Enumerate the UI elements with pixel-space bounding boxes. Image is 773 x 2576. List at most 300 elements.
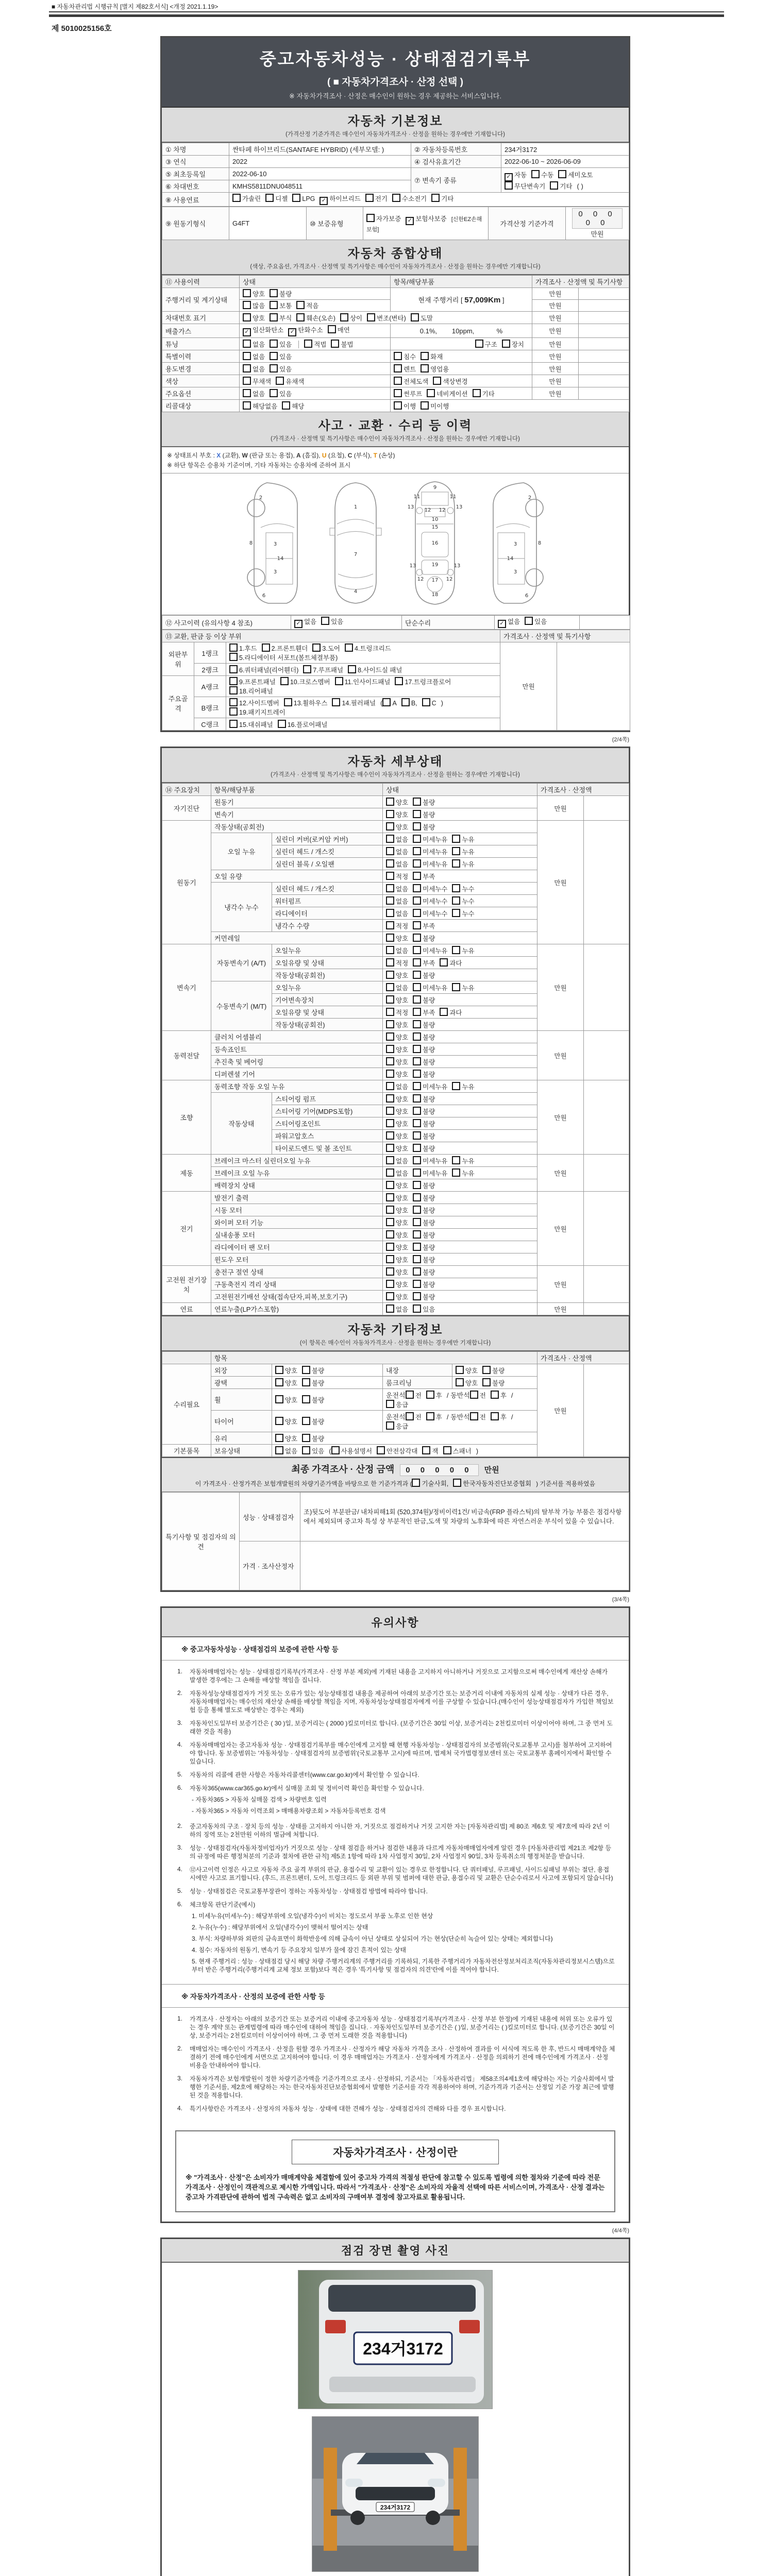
checkbox-label: 없음 <box>304 618 317 625</box>
checkbox[interactable] <box>377 1446 385 1454</box>
checkbox[interactable] <box>413 1057 421 1065</box>
checkbox-label: 5.라디에이터 서포트(볼트체결부품) <box>239 654 338 662</box>
checkbox[interactable] <box>243 389 251 397</box>
checkbox[interactable] <box>229 686 238 694</box>
checkbox[interactable] <box>422 1446 430 1454</box>
checkbox[interactable] <box>386 884 394 892</box>
checkbox[interactable] <box>386 1107 394 1115</box>
checkbox[interactable] <box>440 1008 448 1016</box>
checkbox[interactable] <box>265 194 274 202</box>
checkbox[interactable] <box>275 1417 283 1425</box>
checkbox[interactable] <box>382 698 391 706</box>
checkbox[interactable] <box>395 677 403 685</box>
checkbox-label: 미세누유 <box>423 1157 448 1165</box>
checkbox[interactable] <box>413 995 421 1004</box>
checkbox-label: 도말 <box>420 314 433 322</box>
checkbox-label: 양호 <box>285 1396 298 1404</box>
checkbox[interactable] <box>386 1070 394 1078</box>
checkbox[interactable] <box>456 1366 464 1374</box>
checkbox[interactable] <box>413 884 421 892</box>
checkbox[interactable] <box>433 377 441 385</box>
checkbox[interactable] <box>303 665 311 673</box>
text-token: ( ) <box>577 182 583 190</box>
checkbox[interactable] <box>386 1400 394 1408</box>
device-group-label: 동력전달 <box>162 1031 211 1080</box>
checkbox[interactable] <box>270 301 278 309</box>
checkbox[interactable] <box>413 859 421 868</box>
checkbox[interactable] <box>270 313 278 321</box>
checkbox[interactable] <box>386 859 394 868</box>
checkbox[interactable] <box>386 971 394 979</box>
checkbox[interactable] <box>411 313 419 321</box>
checkbox-option <box>386 921 408 930</box>
checkbox[interactable] <box>394 389 402 397</box>
checkbox[interactable] <box>413 1070 421 1078</box>
checkbox-label: 불량 <box>423 1108 435 1115</box>
checkbox[interactable] <box>284 698 292 706</box>
checkbox[interactable] <box>452 909 460 917</box>
checkbox[interactable] <box>413 1131 421 1140</box>
checkbox[interactable] <box>440 958 448 967</box>
checkbox[interactable] <box>243 301 251 309</box>
checkbox[interactable] <box>302 1434 310 1442</box>
checkbox[interactable] <box>558 170 566 178</box>
checkbox[interactable] <box>386 1032 394 1041</box>
checkbox[interactable] <box>401 698 410 706</box>
checkbox[interactable] <box>386 1206 394 1214</box>
checkbox[interactable] <box>550 181 558 190</box>
checkbox[interactable] <box>413 835 421 843</box>
checkbox[interactable] <box>386 983 394 991</box>
checkbox[interactable] <box>498 620 506 628</box>
detail-header-item: 항목/해당부품 <box>211 784 383 796</box>
checkbox[interactable] <box>243 289 251 297</box>
checkbox-label: 양호 <box>396 1145 409 1153</box>
checkbox[interactable] <box>406 1391 414 1399</box>
checkbox[interactable] <box>275 1366 283 1374</box>
legend-note: ※ 하단 항목은 승용차 기준이며, 기타 자동차는 승용차에 준하여 표시 <box>167 462 351 469</box>
checkbox[interactable] <box>275 1395 283 1403</box>
notice-item <box>177 1844 615 1860</box>
checkbox-option <box>386 822 408 832</box>
checkbox[interactable] <box>386 1094 394 1103</box>
checkbox[interactable] <box>413 1045 421 1053</box>
checkbox[interactable] <box>413 896 421 905</box>
checkbox[interactable] <box>304 340 312 348</box>
checkbox[interactable] <box>386 1267 394 1276</box>
checkbox[interactable] <box>394 364 402 372</box>
checkbox-option <box>302 1434 324 1443</box>
checkbox[interactable] <box>229 677 238 685</box>
other-price-cell: 만원 <box>537 1364 584 1457</box>
checkbox[interactable] <box>270 364 278 372</box>
checkbox[interactable] <box>386 1144 394 1152</box>
checkbox[interactable] <box>413 1304 421 1313</box>
checkbox[interactable] <box>394 377 402 385</box>
checkbox[interactable] <box>275 1434 283 1442</box>
checkbox-option <box>413 1304 435 1314</box>
item-state <box>383 920 537 932</box>
checkbox[interactable] <box>491 1412 499 1420</box>
text-token: / <box>511 1413 513 1421</box>
checkbox[interactable] <box>335 677 343 685</box>
checkbox[interactable] <box>270 352 278 360</box>
checkbox[interactable] <box>452 1082 460 1090</box>
checkbox[interactable] <box>452 1168 460 1177</box>
checkbox[interactable] <box>452 835 460 843</box>
checkbox[interactable] <box>413 1082 421 1090</box>
checkbox[interactable] <box>406 217 414 225</box>
checkbox[interactable] <box>453 1479 461 1487</box>
checkbox-label: 양호 <box>396 1231 409 1239</box>
checkbox-option <box>386 1181 408 1190</box>
checkbox-label: 양호 <box>396 996 409 1004</box>
checkbox[interactable] <box>275 1446 283 1454</box>
checkbox[interactable] <box>413 810 421 818</box>
checkbox[interactable] <box>229 653 238 661</box>
checkbox[interactable] <box>452 1156 460 1164</box>
checkbox[interactable] <box>386 835 394 843</box>
checkbox-option <box>302 1366 324 1375</box>
checkbox[interactable] <box>328 325 336 333</box>
checkbox[interactable] <box>413 934 421 942</box>
checkbox[interactable] <box>413 1107 421 1115</box>
checkbox[interactable] <box>426 1412 434 1420</box>
checkbox[interactable] <box>452 983 460 991</box>
item-state <box>383 1130 537 1142</box>
checkbox[interactable] <box>421 401 429 410</box>
checkbox[interactable] <box>470 1412 478 1420</box>
checkbox[interactable] <box>321 617 329 625</box>
checkbox-label: 이행 <box>404 402 416 410</box>
checkbox-label: 없음 <box>396 897 409 905</box>
checkbox[interactable] <box>413 1156 421 1164</box>
checkbox[interactable] <box>386 1156 394 1164</box>
checkbox[interactable] <box>386 909 394 917</box>
panel-number: 15 <box>431 524 439 530</box>
checkbox[interactable] <box>452 896 460 905</box>
checkbox-option <box>491 1412 507 1421</box>
checkbox[interactable] <box>302 1395 310 1403</box>
checkbox[interactable] <box>386 1255 394 1263</box>
checkbox[interactable] <box>278 720 286 728</box>
checkbox[interactable] <box>243 313 251 321</box>
checkbox[interactable] <box>386 798 394 806</box>
remark-cell <box>579 375 629 387</box>
checkbox[interactable] <box>270 340 278 348</box>
checkbox[interactable] <box>386 934 394 942</box>
checkbox[interactable] <box>229 707 238 716</box>
remark-cell <box>579 350 629 363</box>
checkbox[interactable] <box>413 1230 421 1239</box>
checkbox[interactable] <box>386 1193 394 1201</box>
checkbox[interactable] <box>232 194 241 202</box>
checkbox[interactable] <box>386 1057 394 1065</box>
rank1-items <box>226 642 500 664</box>
checkbox[interactable] <box>413 1292 421 1300</box>
checkbox-label: A <box>392 700 397 707</box>
checkbox[interactable] <box>386 1230 394 1239</box>
checkbox[interactable] <box>413 1280 421 1288</box>
page-marker-4: (4/4쪽) <box>612 2228 629 2234</box>
checkbox[interactable] <box>413 1168 421 1177</box>
sub-group-label: 자동변속기 (A/T) <box>211 944 272 981</box>
tuning-state <box>240 338 391 350</box>
checkbox[interactable] <box>296 301 305 309</box>
checkbox-option <box>386 1107 408 1116</box>
checkbox[interactable] <box>270 289 278 297</box>
checkbox-option <box>421 352 443 361</box>
checkbox[interactable] <box>443 1446 451 1454</box>
car-diagram-top <box>325 479 386 607</box>
checkbox-label: 양호 <box>396 1120 409 1128</box>
checkbox[interactable] <box>367 313 375 321</box>
checkbox[interactable] <box>413 1119 421 1127</box>
checkbox[interactable] <box>475 340 483 348</box>
checkbox[interactable] <box>413 1267 421 1276</box>
item-state <box>383 1192 537 1204</box>
item-label: 브레이크 오일 누유 <box>211 1167 383 1179</box>
checkbox[interactable] <box>262 643 270 652</box>
panel-number: 1 <box>354 504 358 510</box>
checkbox[interactable] <box>427 389 435 397</box>
checkbox[interactable] <box>386 896 394 905</box>
checkbox[interactable] <box>531 170 540 178</box>
checkbox[interactable] <box>243 340 251 348</box>
checkbox[interactable] <box>331 340 339 348</box>
checkbox[interactable] <box>243 377 251 385</box>
checkbox[interactable] <box>386 1421 394 1430</box>
checkbox[interactable] <box>413 872 421 880</box>
checkbox-label: 없음 <box>396 947 409 955</box>
checkbox[interactable] <box>413 983 421 991</box>
checkbox[interactable] <box>292 194 300 202</box>
checkbox[interactable] <box>470 1391 478 1399</box>
checkbox[interactable] <box>413 847 421 855</box>
checkbox[interactable] <box>302 1378 310 1386</box>
checkbox[interactable] <box>386 1292 394 1300</box>
checkbox-label: 사용설명서 <box>341 1447 373 1455</box>
item-label: 클러치 어셈블리 <box>211 1031 383 1043</box>
checkbox[interactable] <box>302 1446 310 1454</box>
item-state <box>383 1043 537 1056</box>
checkbox[interactable] <box>302 1366 310 1374</box>
checkbox-option <box>456 1366 478 1375</box>
checkbox[interactable] <box>386 921 394 929</box>
checkbox[interactable] <box>302 1417 310 1425</box>
checkbox-label: 미세누수 <box>423 885 448 893</box>
reg-no-label: ② 자동차등록번호 <box>411 143 501 156</box>
checkbox-label: 불량 <box>423 811 435 819</box>
checkbox-label: 무채색 <box>253 378 272 385</box>
checkbox[interactable] <box>413 822 421 831</box>
checkbox[interactable] <box>505 181 513 190</box>
checkbox[interactable] <box>421 352 429 360</box>
checkbox[interactable] <box>386 1008 394 1016</box>
checkbox[interactable] <box>413 1193 421 1201</box>
checkbox[interactable] <box>421 364 429 372</box>
panel-number: 8 <box>249 540 253 546</box>
checkbox-option <box>452 1156 474 1165</box>
tire-positions <box>383 1411 537 1432</box>
checkbox[interactable] <box>413 1094 421 1103</box>
checkbox[interactable] <box>386 847 394 855</box>
checkbox[interactable] <box>386 822 394 831</box>
checkbox[interactable] <box>413 1008 421 1016</box>
checkbox[interactable] <box>296 313 305 321</box>
checkbox-option <box>386 1131 408 1141</box>
checkbox-option <box>229 707 285 717</box>
checkbox[interactable] <box>386 1168 394 1177</box>
panel-number: 3 <box>513 569 517 575</box>
checkbox[interactable] <box>394 352 402 360</box>
checkbox-option <box>386 934 408 943</box>
detail-row <box>162 821 629 833</box>
checkbox[interactable] <box>294 620 303 628</box>
checkbox[interactable] <box>452 884 460 892</box>
checkbox-option <box>386 1280 408 1289</box>
checkbox[interactable] <box>243 328 251 336</box>
checkbox[interactable] <box>473 389 481 397</box>
checkbox[interactable] <box>386 1280 394 1288</box>
checkbox-label: 양호 <box>396 1207 409 1214</box>
checkbox[interactable] <box>270 389 278 397</box>
checkbox[interactable] <box>320 197 328 205</box>
checkbox[interactable] <box>386 1045 394 1053</box>
checkbox[interactable] <box>482 1366 491 1374</box>
checkbox[interactable] <box>502 340 510 348</box>
checkbox[interactable] <box>413 1144 421 1152</box>
checkbox-label: 16.플로어패널 <box>287 721 328 728</box>
checkbox[interactable] <box>394 401 402 410</box>
checkbox-option <box>413 1020 435 1029</box>
checkbox[interactable] <box>282 401 290 410</box>
checkbox[interactable] <box>275 1378 283 1386</box>
checkbox[interactable] <box>413 1255 421 1263</box>
checkbox[interactable] <box>386 810 394 818</box>
checkbox[interactable] <box>229 698 238 706</box>
item-state <box>383 870 537 883</box>
checkbox[interactable] <box>452 946 460 954</box>
checkbox[interactable] <box>229 665 238 673</box>
checkbox-label: 보험사보증 <box>415 215 447 223</box>
checkbox[interactable] <box>392 194 400 202</box>
checkbox[interactable] <box>386 958 394 967</box>
text-token: U <box>322 452 327 459</box>
checkbox[interactable] <box>366 214 375 222</box>
checkbox[interactable] <box>386 946 394 954</box>
checkbox[interactable] <box>413 1218 421 1226</box>
checkbox[interactable] <box>431 194 440 202</box>
checkbox[interactable] <box>386 1218 394 1226</box>
checkbox[interactable] <box>243 352 251 360</box>
checkbox[interactable] <box>413 958 421 967</box>
item-state <box>383 969 537 981</box>
checkbox-label: 미세누유 <box>423 1170 448 1177</box>
checkbox[interactable] <box>406 1412 414 1420</box>
item-label: 오일유량 및 상태 <box>272 1006 383 1019</box>
checkbox[interactable] <box>386 1082 394 1090</box>
checkbox[interactable] <box>413 921 421 929</box>
checkbox[interactable] <box>288 328 296 336</box>
checkbox[interactable] <box>345 643 353 652</box>
notice-item <box>177 1887 615 1895</box>
checkbox[interactable] <box>413 971 421 979</box>
checkbox[interactable] <box>413 909 421 917</box>
checkbox[interactable] <box>331 1446 340 1454</box>
checkbox[interactable] <box>386 1304 394 1313</box>
checkbox[interactable] <box>386 1020 394 1028</box>
checkbox-label: 불량 <box>312 1435 325 1443</box>
checkbox[interactable] <box>312 643 321 652</box>
item-state <box>383 1216 537 1229</box>
checkbox[interactable] <box>456 1378 464 1386</box>
checkbox[interactable] <box>413 946 421 954</box>
checkbox[interactable] <box>332 698 340 706</box>
checkbox-option <box>525 617 547 626</box>
checkbox-option <box>288 325 323 336</box>
checkbox[interactable] <box>386 1243 394 1251</box>
checkbox[interactable] <box>505 173 513 181</box>
price-cell: 만원 <box>537 1303 584 1315</box>
text-token: T <box>373 452 377 459</box>
detail-row <box>162 1031 629 1043</box>
checkbox[interactable] <box>525 617 533 625</box>
other-band <box>162 1315 629 1351</box>
checkbox[interactable] <box>280 677 289 685</box>
checkbox[interactable] <box>422 698 430 706</box>
usage-change-item <box>391 363 532 375</box>
checkbox[interactable] <box>386 1119 394 1127</box>
checkbox[interactable] <box>386 872 394 880</box>
checkbox[interactable] <box>386 1131 394 1140</box>
checkbox[interactable] <box>413 1181 421 1189</box>
checkbox[interactable] <box>413 1243 421 1251</box>
checkbox[interactable] <box>426 1391 434 1399</box>
checkbox[interactable] <box>452 859 460 868</box>
notice-item <box>177 1901 615 1974</box>
checkbox[interactable] <box>243 364 251 372</box>
panel-number: 13 <box>456 504 463 510</box>
checkbox[interactable] <box>229 643 238 652</box>
usage-change-label: 용도변경 <box>162 363 240 375</box>
checkbox[interactable] <box>482 1378 491 1386</box>
checkbox[interactable] <box>413 1032 421 1041</box>
checkbox-option <box>413 934 435 943</box>
checkbox-option <box>303 665 343 674</box>
checkbox[interactable] <box>413 1020 421 1028</box>
checkbox[interactable] <box>243 401 251 410</box>
checkbox[interactable] <box>365 194 374 202</box>
checkbox[interactable] <box>386 995 394 1004</box>
checkbox[interactable] <box>340 313 348 321</box>
checkbox-option <box>470 1391 486 1400</box>
checkbox[interactable] <box>276 377 284 385</box>
checkbox[interactable] <box>348 665 356 673</box>
checkbox[interactable] <box>386 1181 394 1189</box>
checkbox[interactable] <box>413 798 421 806</box>
checkbox[interactable] <box>452 847 460 855</box>
panel-number: 3 <box>273 569 277 575</box>
checkbox[interactable] <box>413 1206 421 1214</box>
item-label: 작동상태(공회전) <box>272 1019 383 1031</box>
price-cell: 만원 <box>537 796 584 821</box>
checkbox[interactable] <box>229 720 238 728</box>
checkbox-label: 1.후드 <box>239 645 257 652</box>
checkbox[interactable] <box>412 1479 420 1487</box>
checkbox-label: 있음 <box>423 1306 435 1313</box>
checkbox[interactable] <box>491 1391 499 1399</box>
